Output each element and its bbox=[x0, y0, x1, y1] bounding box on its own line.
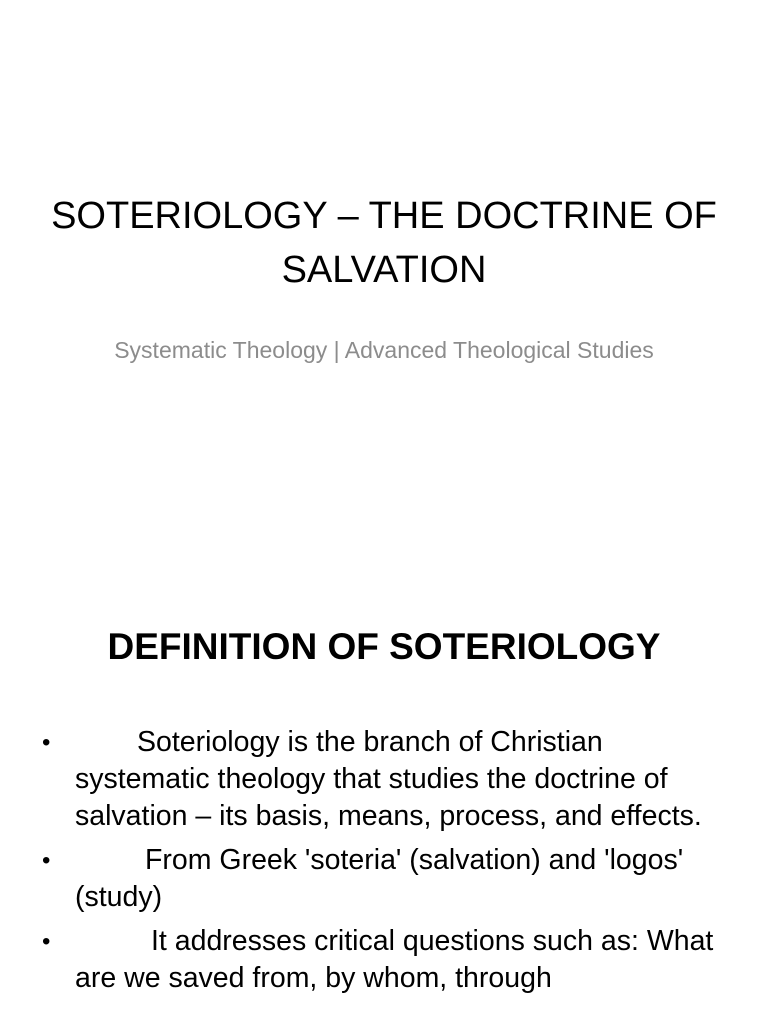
bullet-text: Soteriology is the branch of Christian systematic theology that studies the doctrine of salvation – its basis, means, process, and effects. bbox=[75, 726, 702, 832]
bullet-list bbox=[42, 724, 722, 1004]
bullet-text: It addresses critical questions such as: What are we saved from, by whom, through bbox=[75, 925, 714, 994]
bullet-icon: • bbox=[42, 928, 51, 955]
bullet-icon: • bbox=[42, 729, 51, 756]
bullet-item-definition bbox=[42, 724, 722, 835]
definition-slide bbox=[0, 576, 768, 1024]
slide-subtitle: Systematic Theology | Advanced Theological Studies bbox=[114, 337, 654, 363]
bullet-item-questions bbox=[42, 923, 722, 997]
bullet-item-etymology bbox=[42, 842, 722, 916]
slide-title: SOTERIOLOGY – THE DOCTRINE OF SALVATION bbox=[51, 195, 717, 291]
slide-heading: DEFINITION OF SOTERIOLOGY bbox=[107, 626, 661, 667]
bullet-text: From Greek 'soteria' (salvation) and 'logos' (study) bbox=[75, 844, 684, 913]
bullet-icon: • bbox=[42, 847, 51, 874]
